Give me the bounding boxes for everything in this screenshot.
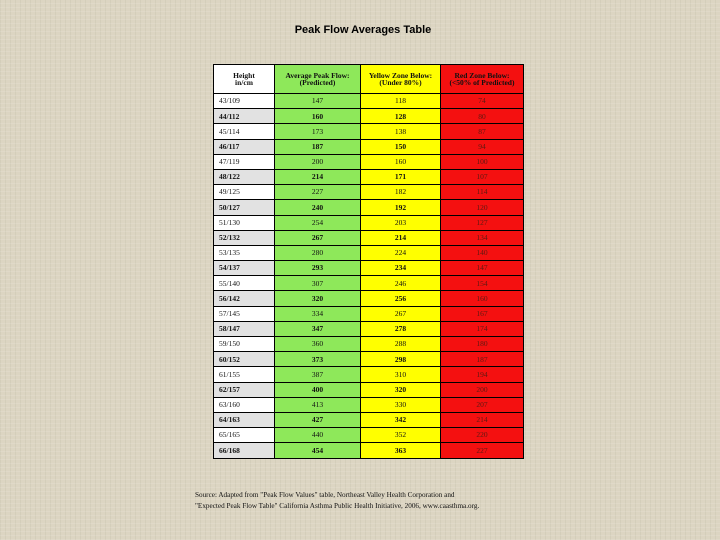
cell-height: 61/155 bbox=[214, 367, 275, 382]
cell-average-peak-flow: 454 bbox=[275, 443, 361, 458]
cell-average-peak-flow: 240 bbox=[275, 200, 361, 215]
table-row bbox=[214, 412, 524, 427]
cell-average-peak-flow: 173 bbox=[275, 124, 361, 139]
cell-average-peak-flow: 280 bbox=[275, 245, 361, 260]
cell-average-peak-flow: 440 bbox=[275, 428, 361, 443]
cell-height: 50/127 bbox=[214, 200, 275, 215]
cell-yellow-zone: 298 bbox=[361, 352, 441, 367]
header-sublabel: (Under 80%) bbox=[379, 78, 422, 87]
table-row bbox=[214, 382, 524, 397]
cell-red-zone: 87 bbox=[441, 124, 524, 139]
cell-yellow-zone: 363 bbox=[361, 443, 441, 458]
table-row bbox=[214, 230, 524, 245]
header-label: Red Zone Below: bbox=[454, 70, 510, 80]
cell-yellow-zone: 288 bbox=[361, 337, 441, 352]
cell-height: 66/168 bbox=[214, 443, 275, 458]
table-body bbox=[214, 94, 524, 459]
header-red-zone bbox=[441, 65, 524, 94]
cell-red-zone: 100 bbox=[441, 154, 524, 169]
table-row bbox=[214, 276, 524, 291]
header-sublabel: (Predicted) bbox=[299, 78, 336, 87]
cell-height: 63/160 bbox=[214, 397, 275, 412]
table-row bbox=[214, 261, 524, 276]
source-line: "Expected Peak Flow Table" California Asthma Public Health Initiative, 2006, www.caasthma.org. bbox=[195, 502, 480, 510]
cell-height: 52/132 bbox=[214, 230, 275, 245]
peak-flow-table bbox=[213, 64, 524, 459]
cell-yellow-zone: 214 bbox=[361, 230, 441, 245]
table-row bbox=[214, 94, 524, 109]
header-label: Height bbox=[233, 70, 255, 80]
cell-red-zone: 174 bbox=[441, 321, 524, 336]
table-row bbox=[214, 352, 524, 367]
cell-yellow-zone: 320 bbox=[361, 382, 441, 397]
table-row bbox=[214, 154, 524, 169]
table-row bbox=[214, 200, 524, 215]
header-sublabel: in/cm bbox=[235, 78, 253, 87]
cell-height: 49/125 bbox=[214, 185, 275, 200]
cell-average-peak-flow: 387 bbox=[275, 367, 361, 382]
cell-yellow-zone: 160 bbox=[361, 154, 441, 169]
cell-height: 44/112 bbox=[214, 109, 275, 124]
cell-average-peak-flow: 334 bbox=[275, 306, 361, 321]
cell-height: 46/117 bbox=[214, 139, 275, 154]
table-row bbox=[214, 139, 524, 154]
table-row bbox=[214, 169, 524, 184]
page-title: Peak Flow Averages Table bbox=[294, 24, 432, 36]
cell-height: 55/140 bbox=[214, 276, 275, 291]
cell-red-zone: 154 bbox=[441, 276, 524, 291]
table-row bbox=[214, 185, 524, 200]
table-row bbox=[214, 428, 524, 443]
cell-height: 65/165 bbox=[214, 428, 275, 443]
cell-yellow-zone: 182 bbox=[361, 185, 441, 200]
cell-red-zone: 180 bbox=[441, 337, 524, 352]
cell-average-peak-flow: 400 bbox=[275, 382, 361, 397]
cell-height: 45/114 bbox=[214, 124, 275, 139]
cell-yellow-zone: 278 bbox=[361, 321, 441, 336]
table-row bbox=[214, 109, 524, 124]
cell-yellow-zone: 310 bbox=[361, 367, 441, 382]
cell-red-zone: 107 bbox=[441, 169, 524, 184]
cell-height: 53/135 bbox=[214, 245, 275, 260]
cell-red-zone: 194 bbox=[441, 367, 524, 382]
cell-yellow-zone: 150 bbox=[361, 139, 441, 154]
cell-red-zone: 134 bbox=[441, 230, 524, 245]
table-row bbox=[214, 337, 524, 352]
cell-yellow-zone: 352 bbox=[361, 428, 441, 443]
cell-red-zone: 207 bbox=[441, 397, 524, 412]
table-row bbox=[214, 306, 524, 321]
cell-height: 64/163 bbox=[214, 412, 275, 427]
cell-red-zone: 127 bbox=[441, 215, 524, 230]
cell-height: 62/157 bbox=[214, 382, 275, 397]
cell-red-zone: 227 bbox=[441, 443, 524, 458]
cell-height: 43/109 bbox=[214, 94, 275, 109]
cell-yellow-zone: 234 bbox=[361, 261, 441, 276]
cell-average-peak-flow: 227 bbox=[275, 185, 361, 200]
cell-red-zone: 214 bbox=[441, 412, 524, 427]
cell-yellow-zone: 267 bbox=[361, 306, 441, 321]
cell-average-peak-flow: 307 bbox=[275, 276, 361, 291]
cell-height: 57/145 bbox=[214, 306, 275, 321]
cell-red-zone: 167 bbox=[441, 306, 524, 321]
cell-average-peak-flow: 187 bbox=[275, 139, 361, 154]
cell-yellow-zone: 342 bbox=[361, 412, 441, 427]
source-citation bbox=[195, 490, 555, 512]
cell-red-zone: 74 bbox=[441, 94, 524, 109]
cell-height: 51/130 bbox=[214, 215, 275, 230]
header-label: Average Peak Flow: bbox=[285, 70, 350, 80]
cell-height: 54/137 bbox=[214, 261, 275, 276]
cell-yellow-zone: 138 bbox=[361, 124, 441, 139]
cell-height: 59/150 bbox=[214, 337, 275, 352]
cell-yellow-zone: 330 bbox=[361, 397, 441, 412]
cell-average-peak-flow: 214 bbox=[275, 169, 361, 184]
cell-red-zone: 114 bbox=[441, 185, 524, 200]
cell-red-zone: 147 bbox=[441, 261, 524, 276]
cell-yellow-zone: 246 bbox=[361, 276, 441, 291]
cell-red-zone: 200 bbox=[441, 382, 524, 397]
cell-red-zone: 160 bbox=[441, 291, 524, 306]
cell-average-peak-flow: 427 bbox=[275, 412, 361, 427]
cell-height: 56/142 bbox=[214, 291, 275, 306]
table-row bbox=[214, 397, 524, 412]
cell-yellow-zone: 203 bbox=[361, 215, 441, 230]
cell-yellow-zone: 224 bbox=[361, 245, 441, 260]
source-line: Source: Adapted from "Peak Flow Values" table, Northeast Valley Health Corporation and bbox=[195, 491, 455, 499]
cell-average-peak-flow: 293 bbox=[275, 261, 361, 276]
cell-average-peak-flow: 200 bbox=[275, 154, 361, 169]
cell-yellow-zone: 256 bbox=[361, 291, 441, 306]
cell-red-zone: 140 bbox=[441, 245, 524, 260]
cell-yellow-zone: 192 bbox=[361, 200, 441, 215]
cell-height: 47/119 bbox=[214, 154, 275, 169]
cell-red-zone: 94 bbox=[441, 139, 524, 154]
table-row bbox=[214, 245, 524, 260]
cell-average-peak-flow: 373 bbox=[275, 352, 361, 367]
cell-height: 48/122 bbox=[214, 169, 275, 184]
cell-red-zone: 120 bbox=[441, 200, 524, 215]
cell-average-peak-flow: 347 bbox=[275, 321, 361, 336]
cell-average-peak-flow: 160 bbox=[275, 109, 361, 124]
header-yellow-zone bbox=[361, 65, 441, 94]
table-row bbox=[214, 443, 524, 458]
cell-red-zone: 220 bbox=[441, 428, 524, 443]
header-average-peak-flow bbox=[275, 65, 361, 94]
header-sublabel: (<50% of Predicted) bbox=[449, 78, 515, 87]
cell-yellow-zone: 171 bbox=[361, 169, 441, 184]
cell-average-peak-flow: 254 bbox=[275, 215, 361, 230]
cell-average-peak-flow: 147 bbox=[275, 94, 361, 109]
table-row bbox=[214, 215, 524, 230]
table-row bbox=[214, 321, 524, 336]
cell-height: 60/152 bbox=[214, 352, 275, 367]
cell-yellow-zone: 128 bbox=[361, 109, 441, 124]
cell-red-zone: 80 bbox=[441, 109, 524, 124]
header-label: Yellow Zone Below: bbox=[368, 70, 433, 80]
table-row bbox=[214, 291, 524, 306]
table-row bbox=[214, 124, 524, 139]
cell-yellow-zone: 118 bbox=[361, 94, 441, 109]
table-header-row bbox=[214, 65, 524, 94]
cell-average-peak-flow: 413 bbox=[275, 397, 361, 412]
cell-height: 58/147 bbox=[214, 321, 275, 336]
cell-average-peak-flow: 320 bbox=[275, 291, 361, 306]
cell-red-zone: 187 bbox=[441, 352, 524, 367]
table-row bbox=[214, 367, 524, 382]
cell-average-peak-flow: 267 bbox=[275, 230, 361, 245]
header-height bbox=[214, 65, 275, 94]
cell-average-peak-flow: 360 bbox=[275, 337, 361, 352]
